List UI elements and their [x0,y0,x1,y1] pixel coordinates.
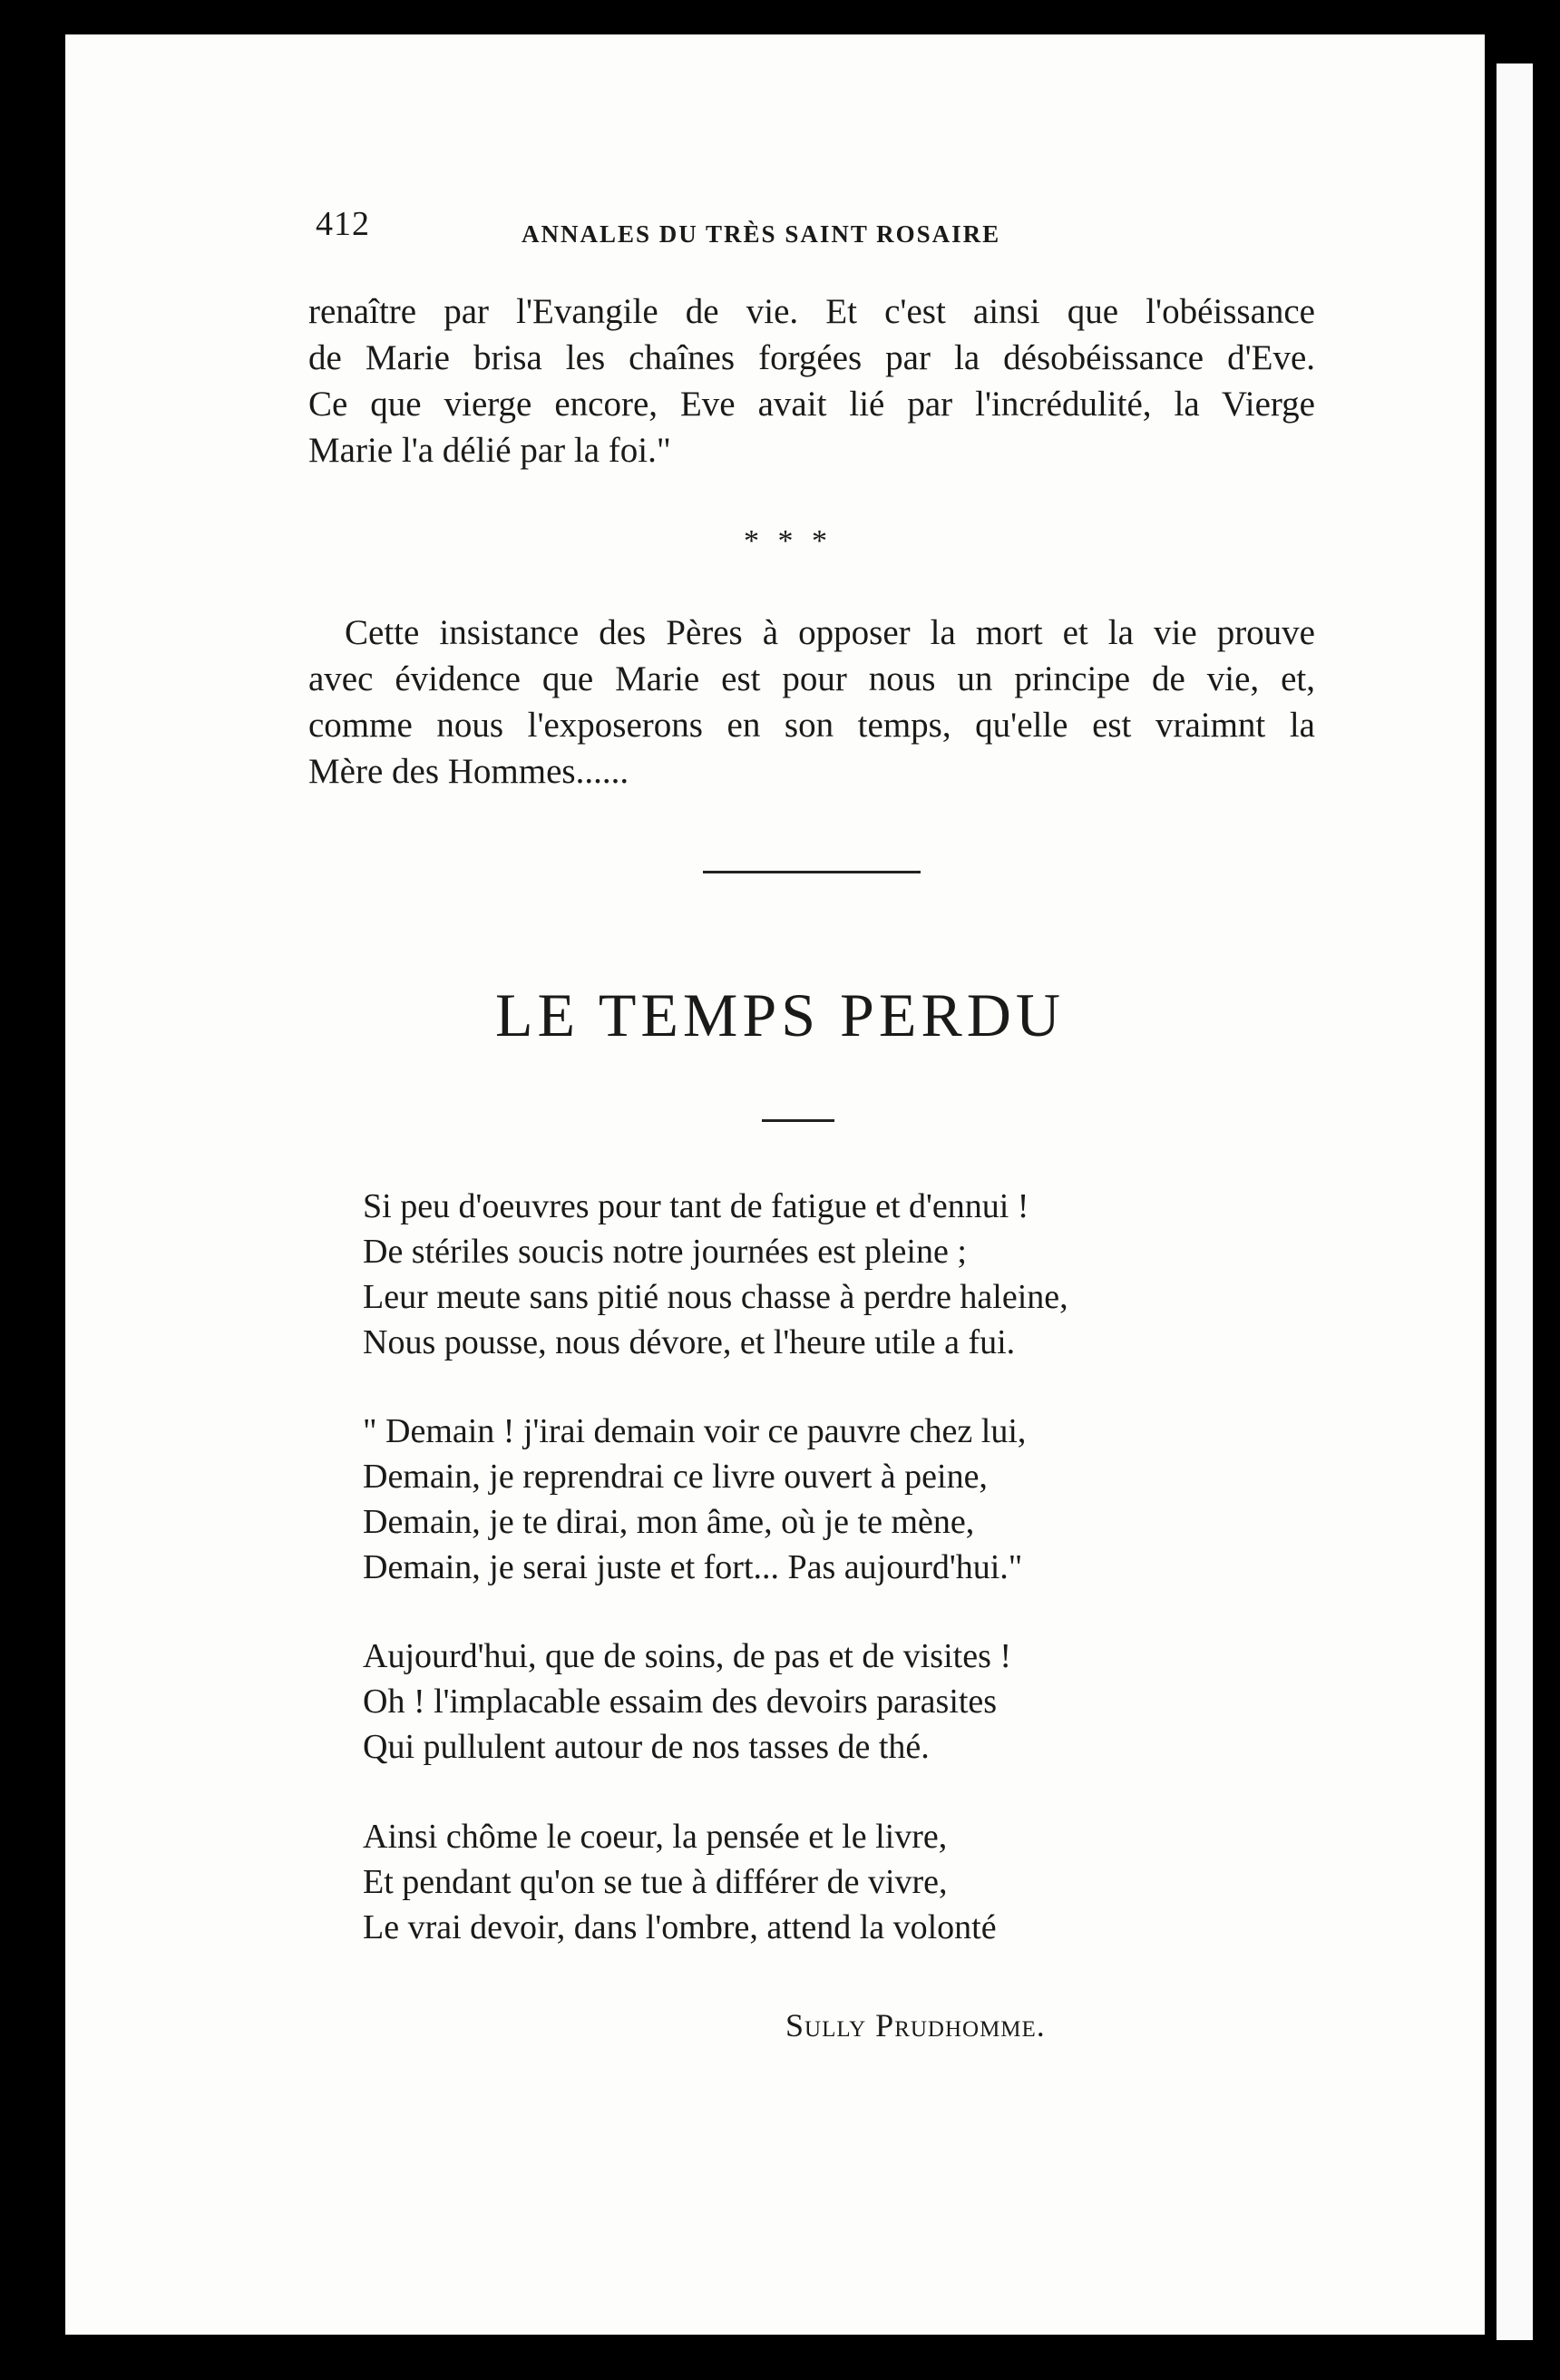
poem-stanza [363,1814,997,1950]
verse-line: Demain, je te dirai, mon âme, où je te mène, [363,1503,975,1541]
verse-line: Nous pousse, nous dévore, et l'heure utile a fui. [363,1323,1016,1361]
poem-author-signature: Sully Prudhomme. [785,2007,1046,2043]
running-header: ANNALES DU TRÈS SAINT ROSAIRE [522,220,1001,248]
text-line: Ce que vierge encore, Eve avait lié par l'incrédulité, la Vierge [308,385,1315,424]
adjacent-page-edge [1497,63,1533,2340]
text-line: renaître par l'Evangile de vie. Et c'est ainsi que l'obéissance [308,292,1315,331]
text-line: Cette insistance des Pères à opposer la mort et la vie prouve [345,613,1315,652]
text-line: comme nous l'exposerons en son temps, qu'elle est vraimnt la [308,706,1315,745]
verse-line: Leur meute sans pitié nous chasse à perdre haleine, [363,1278,1068,1316]
verse-line: Demain, je reprendrai ce livre ouvert à peine, [363,1458,988,1496]
page-number: 412 [316,205,370,243]
verse-line: De stériles soucis notre journées est pleine ; [363,1233,967,1271]
verse-line: Oh ! l'implacable essaim des devoirs parasites [363,1683,998,1721]
poem-stanza [363,1634,1011,1770]
verse-line: Demain, je serai juste et fort... Pas aujourd'hui." [363,1548,1023,1586]
poem-stanza [363,1184,1068,1365]
section-separator-asterisks: * * * [744,524,833,558]
verse-line: Le vrai devoir, dans l'ombre, attend la volonté [363,1908,997,1946]
text-line: Mère des Hommes...... [308,752,629,791]
paragraph-conclusion [308,610,1315,795]
title-underline-rule [762,1119,834,1122]
verse-line: " Demain ! j'irai demain voir ce pauvre chez lui, [363,1412,1027,1450]
text-line: Marie l'a délié par la foi." [308,431,671,470]
verse-line: Et pendant qu'on se tue à différer de vivre, [363,1863,948,1901]
verse-line: Ainsi chôme le coeur, la pensée et le livre, [363,1818,948,1856]
text-line: avec évidence que Marie est pour nous un principe de vie, et, [308,659,1315,698]
paragraph-continuation [308,288,1315,473]
verse-line: Si peu d'oeuvres pour tant de fatigue et d'ennui ! [363,1187,1029,1225]
poem-title: LE TEMPS PERDU [495,980,1065,1049]
section-divider-rule [703,871,921,873]
poem-stanza [363,1409,1026,1590]
text-line: de Marie brisa les chaînes forgées par la désobéissance d'Eve. [308,338,1315,377]
verse-line: Aujourd'hui, que de soins, de pas et de visites ! [363,1637,1012,1675]
verse-line: Qui pullulent autour de nos tasses de thé. [363,1728,930,1766]
